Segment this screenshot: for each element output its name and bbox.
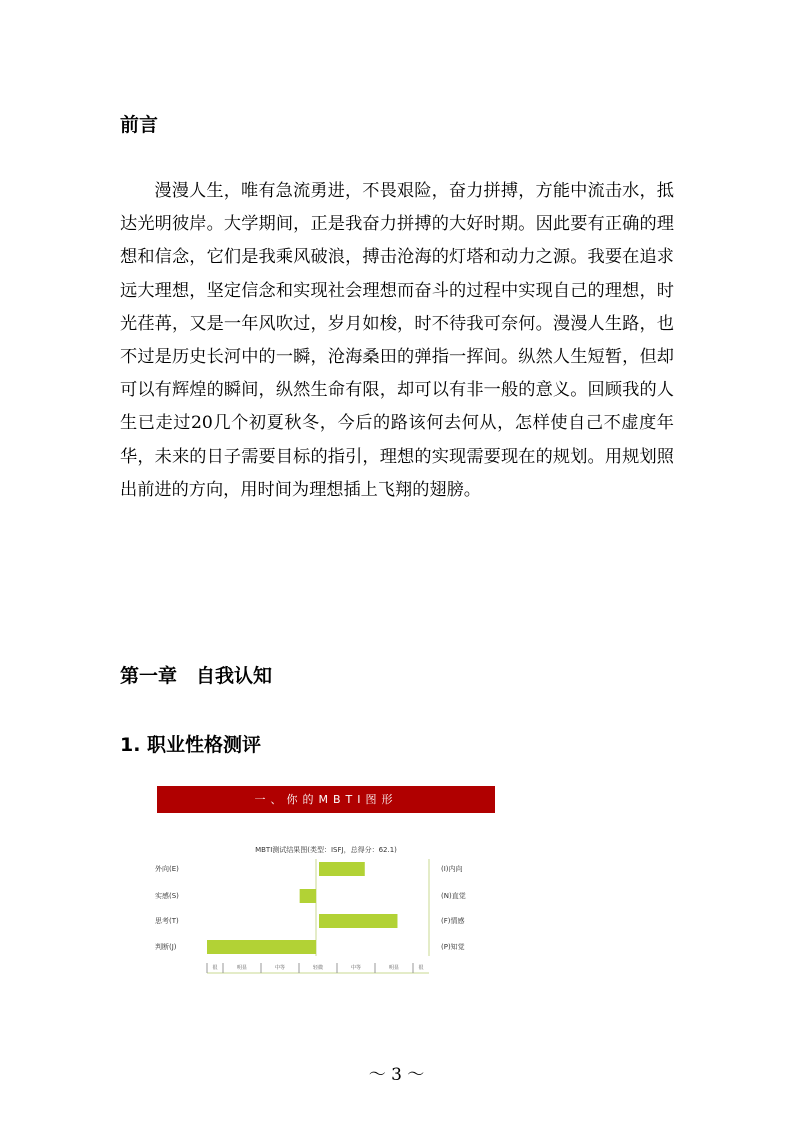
preface-paragraph: 漫漫人生，唯有急流勇进，不畏艰险，奋力拼搏，方能中流击水，抵达光明彼岸。大学期间，正是我奋力拼搏的大好时期。因此要有正确的理想和信念，它们是我乘风破浪，搏击沧海的灯塔和动力之源。我要在追求远大理想，坚定信念和实现社会理想而奋斗的过程中实现自己的理想，时光荏苒，又是一年风吹过，岁月如梭，时不待我可奈何。漫漫人生路，也不过是历史长河中的一瞬，沧海桑田的弹指一挥间。纵然人生短暂，但却可以有辉煌的瞬间，纵然生命有限，却可以有非一般的意义。回顾我的人生已走过20几个初夏秋冬，今后的路该何去何从，怎样使自己不虚度年华，未来的日子需要目标的指引，理想的实现需要现在的规划。用规划照出前进的方向，用时间为理想插上飞翔的翅膀。 bbox=[120, 181, 674, 500]
mbti-chart bbox=[157, 786, 495, 976]
tick-label: 很 bbox=[212, 965, 218, 971]
chart-title: MBTI测试结果图(类型：ISFJ，总得分：62.1) bbox=[255, 846, 397, 854]
right-label: (P)知觉 bbox=[441, 943, 465, 951]
tick-label: 轻微 bbox=[312, 965, 323, 971]
left-label: 思考(T) bbox=[155, 917, 179, 925]
left-label: 外向(E) bbox=[155, 865, 179, 873]
left-label: 实感(S) bbox=[155, 892, 179, 900]
chart-banner: 一、你的MBTI图形 bbox=[157, 786, 495, 813]
left-label: 判断(J) bbox=[155, 943, 177, 951]
right-label: (I)内向 bbox=[441, 865, 463, 873]
bar-0 bbox=[319, 862, 365, 876]
tick-label: 明显 bbox=[388, 965, 399, 971]
right-label: (N)直觉 bbox=[441, 892, 466, 900]
chapter-heading: 第一章 自我认知 bbox=[120, 665, 273, 687]
tick-label: 很 bbox=[418, 965, 424, 971]
preface-heading: 前言 bbox=[120, 114, 159, 136]
right-label: (F)情感 bbox=[441, 917, 465, 925]
bar-1 bbox=[300, 889, 316, 903]
page-number: ～ 3 ～ bbox=[368, 1065, 425, 1085]
tick-label: 中等 bbox=[274, 965, 285, 971]
tick-label: 中等 bbox=[350, 965, 361, 971]
bar-2 bbox=[319, 914, 397, 928]
tick-label: 明显 bbox=[236, 965, 247, 971]
bar-3 bbox=[207, 940, 316, 954]
section-heading: 1. 职业性格测评 bbox=[120, 734, 262, 756]
